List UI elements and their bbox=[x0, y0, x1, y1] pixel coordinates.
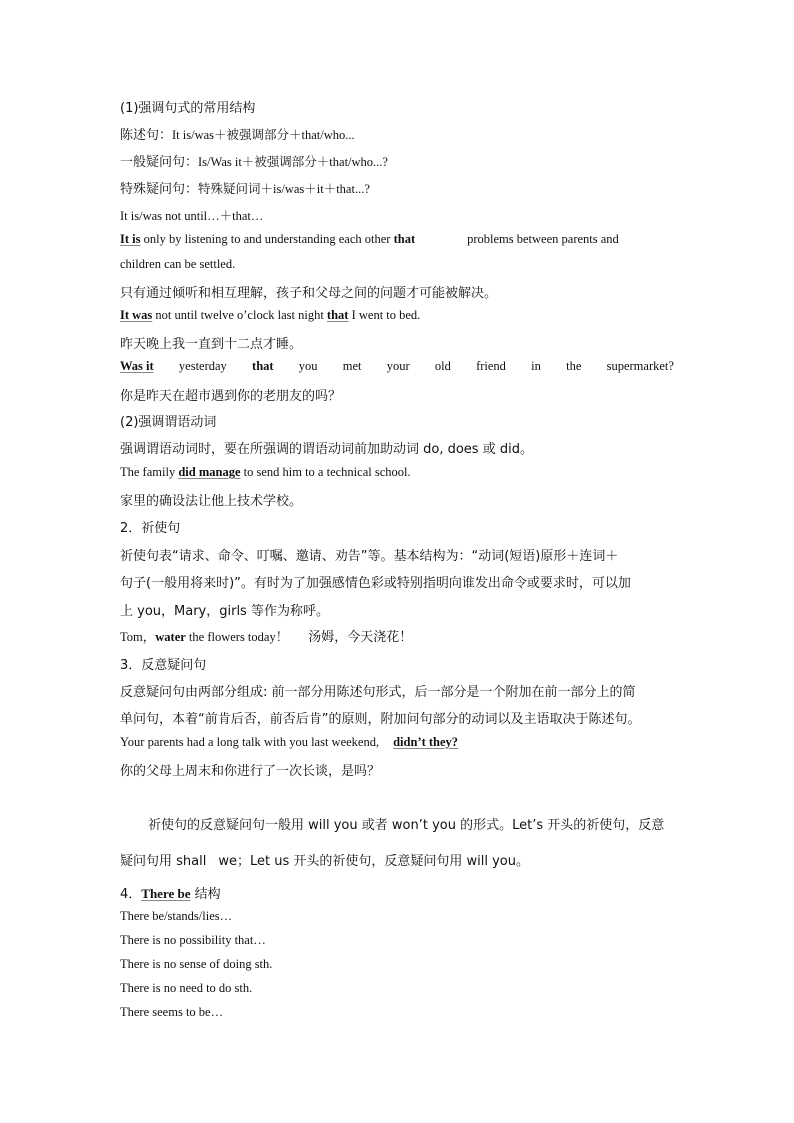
emphasis-word: It is bbox=[120, 232, 141, 246]
structure-text: 特殊疑问词＋is/was＋it＋that...? bbox=[198, 182, 370, 196]
structure-general-question bbox=[120, 151, 388, 170]
example-word: supermarket? bbox=[606, 359, 674, 373]
example-word: your bbox=[386, 359, 410, 373]
list-item: There seems to be… bbox=[120, 1005, 224, 1019]
list-item: There is no possibility that… bbox=[120, 933, 266, 947]
example-word: yesterday bbox=[178, 359, 227, 373]
example-word: the bbox=[566, 359, 582, 373]
paragraph-line: 反意疑问句由两部分组成: 前一部分用陈述句形式，后一部分是一个附加在前一部分上的简 bbox=[120, 685, 636, 700]
heading-number: 4． bbox=[120, 887, 142, 902]
emphasis-word: didn’t they? bbox=[393, 735, 459, 749]
example-text: the flowers today！ bbox=[185, 630, 289, 644]
section-heading: 2．祈使句 bbox=[120, 521, 181, 536]
list-item: There be/stands/lies… bbox=[120, 909, 233, 923]
structure-text: It is/was＋被强调部分＋that/who... bbox=[172, 128, 355, 142]
emphasis-word: water bbox=[155, 630, 186, 644]
example-word: met bbox=[342, 359, 362, 373]
list-item: There is no sense of doing sth. bbox=[120, 957, 273, 971]
emphasis-word: that bbox=[326, 308, 349, 322]
emphasis-word: did manage bbox=[178, 465, 241, 479]
paragraph-line: 单问句，本着“前肯后否，前否后肯”的原则，附加问句部分的动词以及主语取决于陈述句。 bbox=[120, 712, 641, 727]
example-text: Tom， bbox=[120, 630, 156, 644]
structure-label: 特殊疑问句： bbox=[120, 182, 199, 197]
example-sentence-justified bbox=[120, 359, 674, 374]
example-sentence bbox=[120, 626, 412, 645]
section-heading: (1)强调句式的常用结构 bbox=[120, 101, 256, 116]
example-translation: 你的父母上周末和你进行了一次长谈，是吗？ bbox=[120, 764, 381, 779]
emphasis-word: Was it bbox=[120, 359, 154, 373]
structure-label: 陈述句： bbox=[120, 128, 173, 143]
example-word: old bbox=[434, 359, 451, 373]
example-word: in bbox=[531, 359, 541, 373]
example-text: problems between parents and bbox=[467, 232, 619, 246]
example-sentence bbox=[120, 465, 411, 480]
heading-text: 结构 bbox=[190, 887, 221, 902]
example-sentence-continued: children can be settled. bbox=[120, 257, 236, 271]
example-translation: 家里的确设法让他上技术学校。 bbox=[120, 494, 303, 509]
emphasis-word: There be bbox=[141, 886, 191, 901]
example-text: not until twelve o’clock last night bbox=[152, 308, 327, 322]
note-text: we；Let us 开头的祈使句，反意疑问句用 will you。 bbox=[218, 854, 529, 869]
example-sentence bbox=[120, 232, 619, 247]
example-translation: 汤姆，今天浇花！ bbox=[308, 630, 413, 645]
paragraph-line: 上 you，Mary，girls 等作为称呼。 bbox=[120, 604, 329, 619]
example-word: friend bbox=[476, 359, 506, 373]
example-text: only by listening to and understanding each other bbox=[140, 232, 394, 246]
rule-text: 强调谓语动词时，要在所强调的谓语动词前加助动词 do, does 或 did。 bbox=[120, 442, 533, 457]
paragraph-line: 祈使句表“请求、命令、叮嘱、邀请、劝告”等。基本结构为：“动词(短语)原形＋连词＋ bbox=[120, 549, 619, 564]
example-sentence bbox=[120, 735, 458, 750]
structure-not-until: It is/was not until…＋that… bbox=[120, 209, 264, 223]
example-word: you bbox=[298, 359, 318, 373]
emphasis-word: that bbox=[393, 232, 416, 246]
paragraph-line: 句子(一般用将来时)”。有时为了加强感情色彩或特别指明向谁发出命令或要求时，可以加 bbox=[120, 576, 631, 591]
section-heading bbox=[120, 883, 221, 902]
structure-declarative bbox=[120, 124, 355, 143]
example-text: to send him to a technical school. bbox=[240, 465, 411, 479]
example-text: Your parents had a long talk with you last weekend, bbox=[120, 735, 380, 749]
structure-text: Is/Was it＋被强调部分＋that/who...? bbox=[198, 155, 388, 169]
example-sentence bbox=[120, 308, 420, 323]
example-translation: 昨天晚上我一直到十二点才睡。 bbox=[120, 337, 303, 352]
example-translation: 只有通过倾听和相互理解，孩子和父母之间的问题才可能被解决。 bbox=[120, 286, 498, 301]
section-heading: 3．反意疑问句 bbox=[120, 658, 207, 673]
structure-label: 一般疑问句： bbox=[120, 155, 199, 170]
section-heading: (2)强调谓语动词 bbox=[120, 415, 217, 430]
example-text: I went to bed. bbox=[348, 308, 421, 322]
note-line bbox=[120, 850, 529, 869]
example-text: The family bbox=[120, 465, 179, 479]
emphasis-word: that bbox=[252, 359, 274, 373]
example-translation: 你是昨天在超市遇到你的老朋友的吗？ bbox=[120, 389, 342, 404]
list-item: There is no need to do sth. bbox=[120, 981, 253, 995]
structure-special-question bbox=[120, 178, 370, 197]
emphasis-word: It was bbox=[120, 308, 153, 322]
note-text: 疑问句用 shall bbox=[120, 854, 207, 869]
note-line: 祈使句的反意疑问句一般用 will you 或者 won’t you 的形式。Let’s 开头的祈使句，反意 bbox=[148, 818, 665, 833]
